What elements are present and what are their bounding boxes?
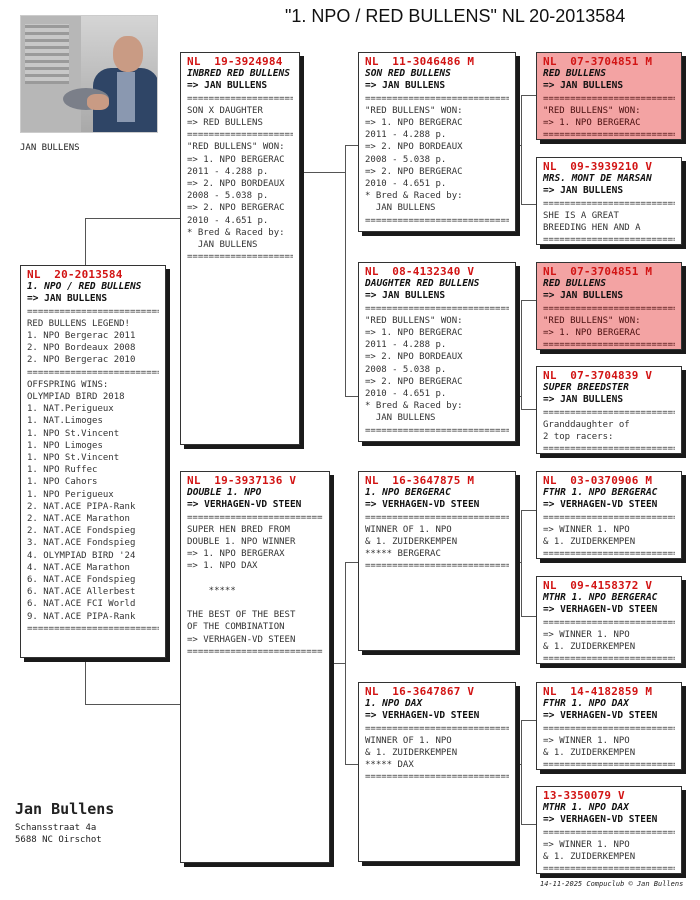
owner-line: => JAN BULLENS	[27, 293, 108, 305]
ring-number: NL 14-4182859 M	[543, 685, 653, 698]
separator	[365, 723, 509, 735]
info-line: * Bred & Raced by:	[365, 401, 463, 412]
info-line: => 2. NPO BORDEAUX	[365, 142, 463, 153]
info-line: => 1. NPO BERGERAC	[365, 328, 463, 339]
owner-line: => JAN BULLENS	[543, 185, 624, 197]
info-line: 2011 - 4.288 p.	[365, 340, 447, 351]
connector-line	[345, 396, 358, 397]
connector-line	[521, 300, 522, 410]
info-line: 2010 - 4.651 p.	[365, 179, 447, 190]
connector-line	[345, 145, 358, 146]
pigeon-name: MRS. MONT DE MARSAN	[543, 173, 652, 185]
separator	[543, 653, 675, 664]
owner-line: => JAN BULLENS	[187, 80, 268, 92]
info-line: & 1. ZUIDERKEMPEN	[365, 537, 458, 548]
info-line: & 1. ZUIDERKEMPEN	[543, 748, 636, 759]
connector-line	[521, 204, 536, 205]
pedigree-card-sire-dam-sire[interactable]	[536, 262, 682, 350]
pigeon-name: FTHR 1. NPO DAX	[543, 698, 629, 710]
info-line: 1. NAT.Limoges	[27, 416, 103, 427]
info-line: *****	[187, 585, 236, 596]
separator	[187, 93, 293, 105]
info-line: => 2. NPO BERGERAC	[187, 203, 285, 214]
owner-line: => VERHAGEN-VD STEEN	[187, 499, 302, 511]
info-line: * Bred & Raced by:	[187, 227, 285, 238]
info-line: 6. NAT.ACE Fondspieg	[27, 575, 136, 586]
owner-line: => VERHAGEN-VD STEEN	[543, 710, 658, 722]
separator	[543, 198, 675, 210]
pigeon-name: MTHR 1. NPO DAX	[543, 802, 629, 814]
info-line: 1. NPO St.Vincent	[27, 453, 120, 464]
pigeon-name: 1. NPO BERGERAC	[365, 487, 451, 499]
info-line: => WINNER 1. NPO	[543, 524, 630, 535]
connector-line	[345, 562, 358, 563]
info-line: 1. NPO Ruffec	[27, 465, 98, 476]
separator	[187, 251, 293, 263]
connector-line	[521, 510, 522, 617]
breeder-address	[15, 822, 102, 846]
owner-line: => JAN BULLENS	[543, 394, 624, 406]
separator	[543, 827, 675, 839]
pigeon-name: DOUBLE 1. NPO	[187, 487, 262, 499]
pigeon-name: DAUGHTER RED BULLENS	[365, 278, 480, 290]
info-line: 3. NAT.ACE Fondspieg	[27, 538, 136, 549]
info-line: WINNER OF 1. NPO	[365, 735, 452, 746]
info-line: => 1. NPO BERGERAC	[187, 154, 285, 165]
separator	[365, 303, 509, 315]
pedigree-card-subject[interactable]	[20, 265, 166, 658]
info-line: 9. NAT.ACE PIPA-Rank	[27, 611, 136, 622]
separator	[365, 425, 509, 437]
info-line: "RED BULLENS" WON:	[543, 105, 641, 116]
info-line: 2011 - 4.288 p.	[365, 130, 447, 141]
connector-line	[521, 95, 536, 96]
info-line: => 2. NPO BORDEAUX	[365, 352, 463, 363]
pedigree-card-sire-sire-sire[interactable]	[536, 52, 682, 140]
breeder-street: Schansstraat 4a	[15, 823, 97, 833]
info-line: 6. NAT.ACE Allerbest	[27, 587, 136, 598]
separator	[543, 93, 675, 105]
pedigree-card-sire-dam[interactable]	[358, 262, 516, 442]
owner-line: => VERHAGEN-VD STEEN	[543, 814, 658, 826]
separator	[543, 443, 675, 454]
connector-line	[521, 720, 522, 825]
info-line: * Bred & Raced by:	[365, 191, 463, 202]
connector-line	[521, 824, 536, 825]
owner-line: => JAN BULLENS	[543, 290, 624, 302]
page-title: "1. NPO / RED BULLENS" NL 20-2013584	[285, 6, 626, 26]
separator	[543, 234, 675, 245]
info-line: "RED BULLENS" WON:	[365, 315, 463, 326]
info-line: JAN BULLENS	[365, 203, 436, 214]
info-line: 2011 - 4.288 p.	[187, 166, 269, 177]
info-line: ***** BERGERAC	[365, 549, 441, 560]
pigeon-name: 1. NPO / RED BULLENS	[27, 281, 142, 293]
ring-number: NL 11-3046486 M	[365, 55, 475, 68]
connector-line	[521, 720, 536, 721]
info-line: THE BEST OF THE BEST	[187, 610, 296, 621]
ring-number: NL 20-2013584	[27, 268, 123, 281]
info-line: => 2. NPO BORDEAUX	[187, 179, 285, 190]
info-line: => 1. NPO BERGERAC	[365, 118, 463, 129]
info-line: 2. NAT.ACE Fondspieg	[27, 526, 136, 537]
info-line: => VERHAGEN-VD STEEN	[187, 634, 296, 645]
ring-number: NL 07-3704839 V	[543, 369, 653, 382]
info-line: 2010 - 4.651 p.	[365, 389, 447, 400]
info-line: OLYMPIAD BIRD 2018	[27, 392, 125, 403]
ring-number: NL 16-3647867 V	[365, 685, 475, 698]
connector-line	[521, 300, 536, 301]
pedigree-card-dam-sire-sire[interactable]	[536, 471, 682, 559]
info-line: OFFSPRING WINS:	[27, 379, 109, 390]
ring-number: NL 03-0370906 M	[543, 474, 653, 487]
info-line: RED BULLENS LEGEND!	[27, 318, 130, 329]
info-line: => 2. NPO BERGERAC	[365, 376, 463, 387]
info-line	[187, 573, 323, 585]
info-line: 2 top racers:	[543, 432, 614, 443]
photo-caption: JAN BULLENS	[20, 143, 80, 153]
separator	[187, 646, 323, 658]
separator	[543, 129, 675, 140]
pigeon-name: INBRED RED BULLENS	[187, 68, 290, 80]
info-line: => 2. NPO BERGERAC	[365, 166, 463, 177]
connector-line	[85, 704, 180, 705]
info-line: => WINNER 1. NPO	[543, 839, 630, 850]
connector-line	[345, 562, 346, 765]
info-line: 1. NPO Bergerac 2011	[27, 331, 136, 342]
pigeon-name: SUPER BREEDSTER	[543, 382, 629, 394]
connector-line	[521, 95, 522, 205]
info-line	[187, 597, 323, 609]
info-line: 1. NPO Limoges	[27, 440, 103, 451]
connector-line	[330, 663, 346, 664]
info-line: WINNER OF 1. NPO	[365, 524, 452, 535]
connector-line	[85, 218, 86, 265]
ring-number: NL 09-4158372 V	[543, 579, 653, 592]
separator	[365, 771, 509, 783]
ring-number: NL 07-3704851 M	[543, 265, 653, 278]
info-line: 2008 - 5.038 p.	[365, 364, 447, 375]
info-line: JAN BULLENS	[187, 240, 258, 251]
info-line: 2. NPO Bordeaux 2008	[27, 343, 136, 354]
info-line: 2008 - 5.038 p.	[365, 154, 447, 165]
info-line: 2. NPO Bergerac 2010	[27, 355, 136, 366]
info-line: => WINNER 1. NPO	[543, 629, 630, 640]
info-line: 4. NAT.ACE Marathon	[27, 562, 130, 573]
info-line: 4. OLYMPIAD BIRD '24	[27, 550, 136, 561]
ring-number: NL 19-3937136 V	[187, 474, 297, 487]
owner-line: => JAN BULLENS	[365, 80, 446, 92]
pedigree-card-dam-dam[interactable]	[358, 682, 516, 862]
separator	[543, 339, 675, 350]
info-line: BREEDING HEN AND A	[543, 223, 641, 234]
info-line: "RED BULLENS" WON:	[365, 105, 463, 116]
pedigree-card-sire-dam-dam[interactable]	[536, 366, 682, 454]
info-line: 1. NAT.Perigueux	[27, 404, 114, 415]
connector-line	[300, 172, 346, 173]
connector-line	[345, 145, 346, 397]
pedigree-card-dam-sire-dam[interactable]	[536, 576, 682, 664]
owner-line: => JAN BULLENS	[543, 80, 624, 92]
info-line: & 1. ZUIDERKEMPEN	[543, 642, 636, 653]
separator	[27, 367, 159, 379]
connector-line	[521, 510, 536, 511]
separator	[543, 303, 675, 315]
connector-line	[521, 409, 536, 410]
separator	[543, 512, 675, 524]
info-line: & 1. ZUIDERKEMPEN	[543, 852, 636, 863]
info-line: 6. NAT.ACE FCI World	[27, 599, 136, 610]
info-line: 1. NPO St.Vincent	[27, 428, 120, 439]
separator	[27, 623, 159, 635]
separator	[365, 560, 509, 572]
separator	[543, 548, 675, 559]
info-line: OF THE COMBINATION	[187, 622, 285, 633]
ring-number: 13-3350079 V	[543, 789, 625, 802]
separator	[543, 617, 675, 629]
info-line: => 1. NPO BERGERAX	[187, 549, 285, 560]
info-line: 1. NPO Cahors	[27, 477, 98, 488]
pigeon-name: FTHR 1. NPO BERGERAC	[543, 487, 658, 499]
separator	[187, 129, 293, 141]
info-line: & 1. ZUIDERKEMPEN	[365, 748, 458, 759]
pedigree-card-dam-dam-sire[interactable]	[536, 682, 682, 770]
ring-number: NL 16-3647875 M	[365, 474, 475, 487]
separator	[365, 215, 509, 227]
breeder-city: 5688 NC Oirschot	[15, 835, 102, 845]
info-line: Granddaughter of	[543, 419, 630, 430]
pedigree-card-dam-dam-dam[interactable]	[536, 786, 682, 874]
info-line: SON X DAUGHTER	[187, 105, 263, 116]
info-line: 2. NAT.ACE PIPA-Rank	[27, 501, 136, 512]
separator	[543, 407, 675, 419]
connector-line	[521, 616, 536, 617]
footer-credit: 14-11-2025 Compuclub © Jan Bullens	[540, 880, 684, 888]
info-line: SHE IS A GREAT	[543, 210, 619, 221]
info-line: => 1. NPO DAX	[187, 561, 258, 572]
owner-line: => VERHAGEN-VD STEEN	[365, 710, 480, 722]
info-line: 2010 - 4.651 p.	[187, 215, 269, 226]
separator	[187, 512, 323, 524]
info-line: JAN BULLENS	[365, 413, 436, 424]
pigeon-name: RED BULLENS	[543, 68, 606, 80]
info-line: 1. NPO Perigueux	[27, 489, 114, 500]
owner-line: => VERHAGEN-VD STEEN	[365, 499, 480, 511]
separator	[543, 759, 675, 770]
pedigree-card-dam[interactable]	[180, 471, 330, 863]
pigeon-name: MTHR 1. NPO BERGERAC	[543, 592, 658, 604]
pigeon-name: SON RED BULLENS	[365, 68, 451, 80]
owner-line: => JAN BULLENS	[365, 290, 446, 302]
pigeon-name: RED BULLENS	[543, 278, 606, 290]
ring-number: NL 08-4132340 V	[365, 265, 475, 278]
separator	[365, 93, 509, 105]
info-line: 2008 - 5.038 p.	[187, 191, 269, 202]
info-line: ***** DAX	[365, 760, 414, 771]
separator	[543, 723, 675, 735]
ring-number: NL 19-3924984	[187, 55, 283, 68]
breeder-name: Jan Bullens	[15, 800, 115, 818]
pedigree-card-sire-sire[interactable]	[358, 52, 516, 232]
info-line: => WINNER 1. NPO	[543, 735, 630, 746]
pedigree-card-sire[interactable]	[180, 52, 300, 445]
separator	[27, 306, 159, 318]
owner-line: => VERHAGEN-VD STEEN	[543, 604, 658, 616]
owner-line: => VERHAGEN-VD STEEN	[543, 499, 658, 511]
connector-line	[85, 218, 180, 219]
breeder-photo	[20, 15, 158, 133]
pedigree-card-sire-sire-dam[interactable]	[536, 157, 682, 245]
info-line: "RED BULLENS" WON:	[543, 315, 641, 326]
ring-number: NL 09-3939210 V	[543, 160, 653, 173]
info-line: => 1. NPO BERGERAC	[543, 118, 641, 129]
separator	[365, 512, 509, 524]
pigeon-name: 1. NPO DAX	[365, 698, 423, 710]
info-line: DOUBLE 1. NPO WINNER	[187, 537, 296, 548]
info-line: & 1. ZUIDERKEMPEN	[543, 537, 636, 548]
info-line: SUPER HEN BRED FROM	[187, 524, 290, 535]
info-line: => RED BULLENS	[187, 118, 263, 129]
separator	[543, 863, 675, 874]
ring-number: NL 07-3704851 M	[543, 55, 653, 68]
info-line: "RED BULLENS" WON:	[187, 142, 285, 153]
pedigree-card-dam-sire[interactable]	[358, 471, 516, 651]
info-line: 2. NAT.ACE Marathon	[27, 514, 130, 525]
connector-line	[345, 764, 358, 765]
connector-line	[85, 657, 86, 704]
info-line: => 1. NPO BERGERAC	[543, 328, 641, 339]
